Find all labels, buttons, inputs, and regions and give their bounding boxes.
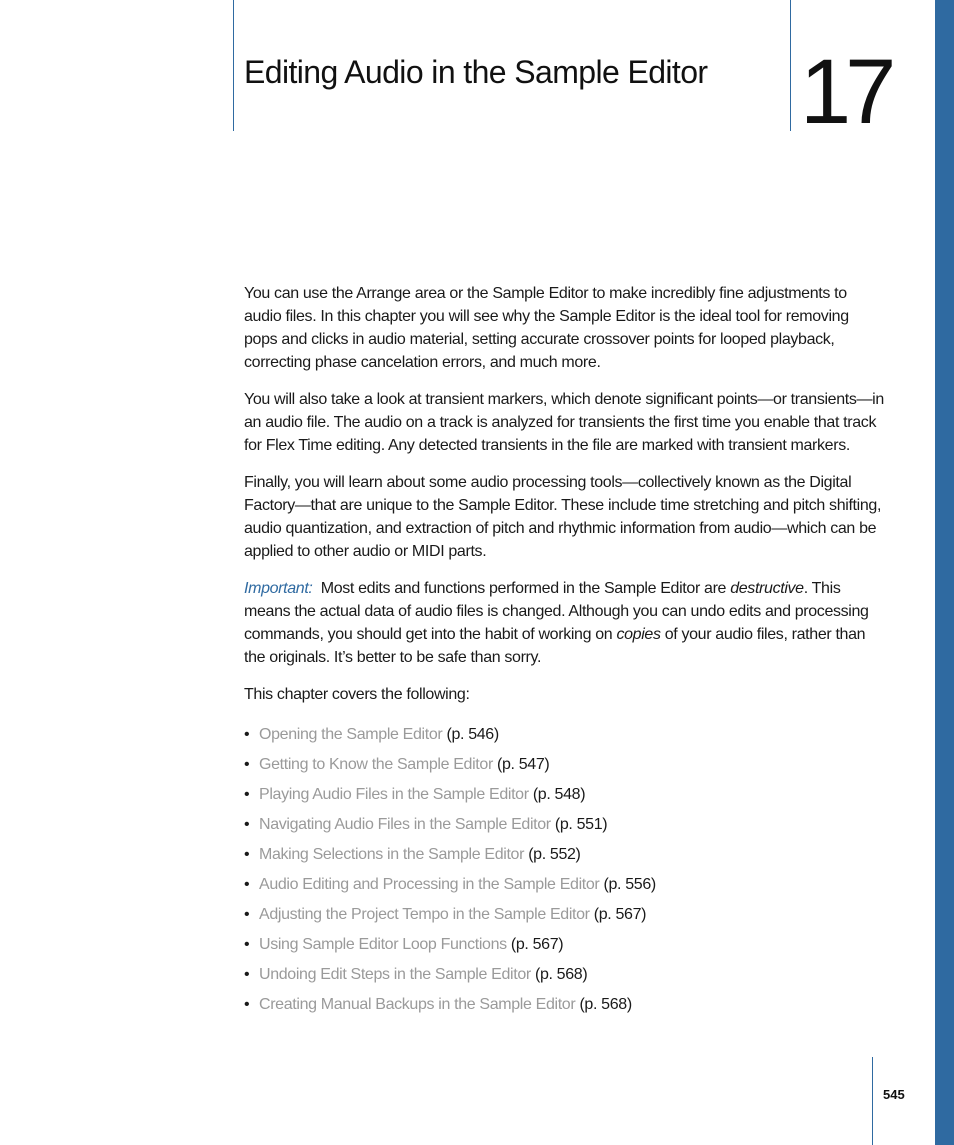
footer-rule	[872, 1057, 873, 1145]
toc-link-backups[interactable]: Creating Manual Backups in the Sample Editor	[259, 996, 576, 1013]
header-divider-rule	[790, 0, 791, 131]
bullet-icon: •	[244, 786, 250, 803]
toc-item	[244, 780, 884, 810]
bullet-icon: •	[244, 906, 250, 923]
important-text-1: Most edits and functions performed in the Sample Editor are	[320, 580, 731, 597]
toc-link-editing-processing[interactable]: Audio Editing and Processing in the Sample Editor	[259, 876, 600, 893]
toc-link-loop-functions[interactable]: Using Sample Editor Loop Functions	[259, 936, 507, 953]
chapter-body	[244, 282, 884, 1020]
toc-item	[244, 930, 884, 960]
toc-item	[244, 960, 884, 990]
toc-link-opening[interactable]: Opening the Sample Editor	[259, 726, 443, 743]
toc-page: (p. 568)	[579, 996, 632, 1013]
toc-page: (p. 568)	[534, 966, 588, 983]
toc-link-navigating[interactable]: Navigating Audio Files in the Sample Editor	[259, 816, 551, 833]
toc-item	[244, 870, 884, 900]
bullet-icon: •	[244, 846, 250, 863]
toc-intro: This chapter covers the following:	[244, 686, 470, 703]
toc-link-project-tempo[interactable]: Adjusting the Project Tempo in the Sample Editor	[259, 906, 590, 923]
toc-page: (p. 567)	[510, 936, 564, 953]
intro-paragraph-2: You will also take a look at transient markers, which denote significant points—or transients—in an audio file. The audio on a track is analyzed for transients the first time you enable that track for Flex Time editing. Any detected transients in the file are marked with transient markers.	[244, 391, 884, 454]
bullet-icon: •	[244, 966, 250, 983]
toc-page: (p. 547)	[497, 756, 550, 773]
chapter-contents-list	[244, 720, 884, 1020]
header-left-rule	[233, 0, 234, 131]
toc-page: (p. 567)	[593, 906, 647, 923]
toc-item	[244, 990, 884, 1020]
important-label: Important:	[244, 580, 313, 597]
toc-link-selections[interactable]: Making Selections in the Sample Editor	[259, 846, 525, 863]
toc-item	[244, 720, 884, 750]
toc-item	[244, 750, 884, 780]
bullet-icon: •	[244, 756, 250, 773]
chapter-title: Editing Audio in the Sample Editor	[244, 54, 708, 90]
chapter-number: 17	[800, 41, 891, 143]
toc-item	[244, 900, 884, 930]
intro-paragraph-3: Finally, you will learn about some audio processing tools—collectively known as the Digital Factory—that are unique to the Sample Editor. These include time stretching and pitch shifting, audio quantization, and extraction of pitch and rhythmic information from audio—which can be applied to other audio or MIDI parts.	[244, 474, 882, 560]
bullet-icon: •	[244, 996, 250, 1013]
important-note	[244, 577, 884, 669]
important-text-3: of your audio files, rather than the originals. It’s better to be safe than sorry.	[244, 626, 866, 666]
toc-page: (p. 546)	[446, 726, 499, 743]
page-number: 545	[883, 1087, 905, 1102]
important-text-2: . This means the actual data of audio files is changed. Although you can undo edits and processing commands, you should get into the habit of working on	[244, 580, 869, 643]
important-emphasis-destructive: destructive	[730, 580, 804, 597]
bullet-icon: •	[244, 726, 250, 743]
important-emphasis-copies: copies	[616, 626, 661, 643]
toc-item	[244, 810, 884, 840]
toc-page: (p. 556)	[603, 876, 656, 893]
toc-link-playing[interactable]: Playing Audio Files in the Sample Editor	[259, 786, 529, 803]
toc-link-undoing[interactable]: Undoing Edit Steps in the Sample Editor	[259, 966, 531, 983]
toc-page: (p. 551)	[554, 816, 608, 833]
toc-link-getting-to-know[interactable]: Getting to Know the Sample Editor	[259, 756, 493, 773]
bullet-icon: •	[244, 876, 250, 893]
intro-paragraph-1: You can use the Arrange area or the Sample Editor to make incredibly fine adjustments to audio files. In this chapter you will see why the Sample Editor is the ideal tool for removing pops and clicks in audio material, setting accurate crossover points for looped playback, correcting phase cancelation errors, and much more.	[244, 285, 849, 371]
toc-item	[244, 840, 884, 870]
toc-page: (p. 548)	[532, 786, 586, 803]
toc-page: (p. 552)	[528, 846, 581, 863]
bullet-icon: •	[244, 816, 250, 833]
chapter-side-tab	[935, 0, 954, 1145]
bullet-icon: •	[244, 936, 250, 953]
